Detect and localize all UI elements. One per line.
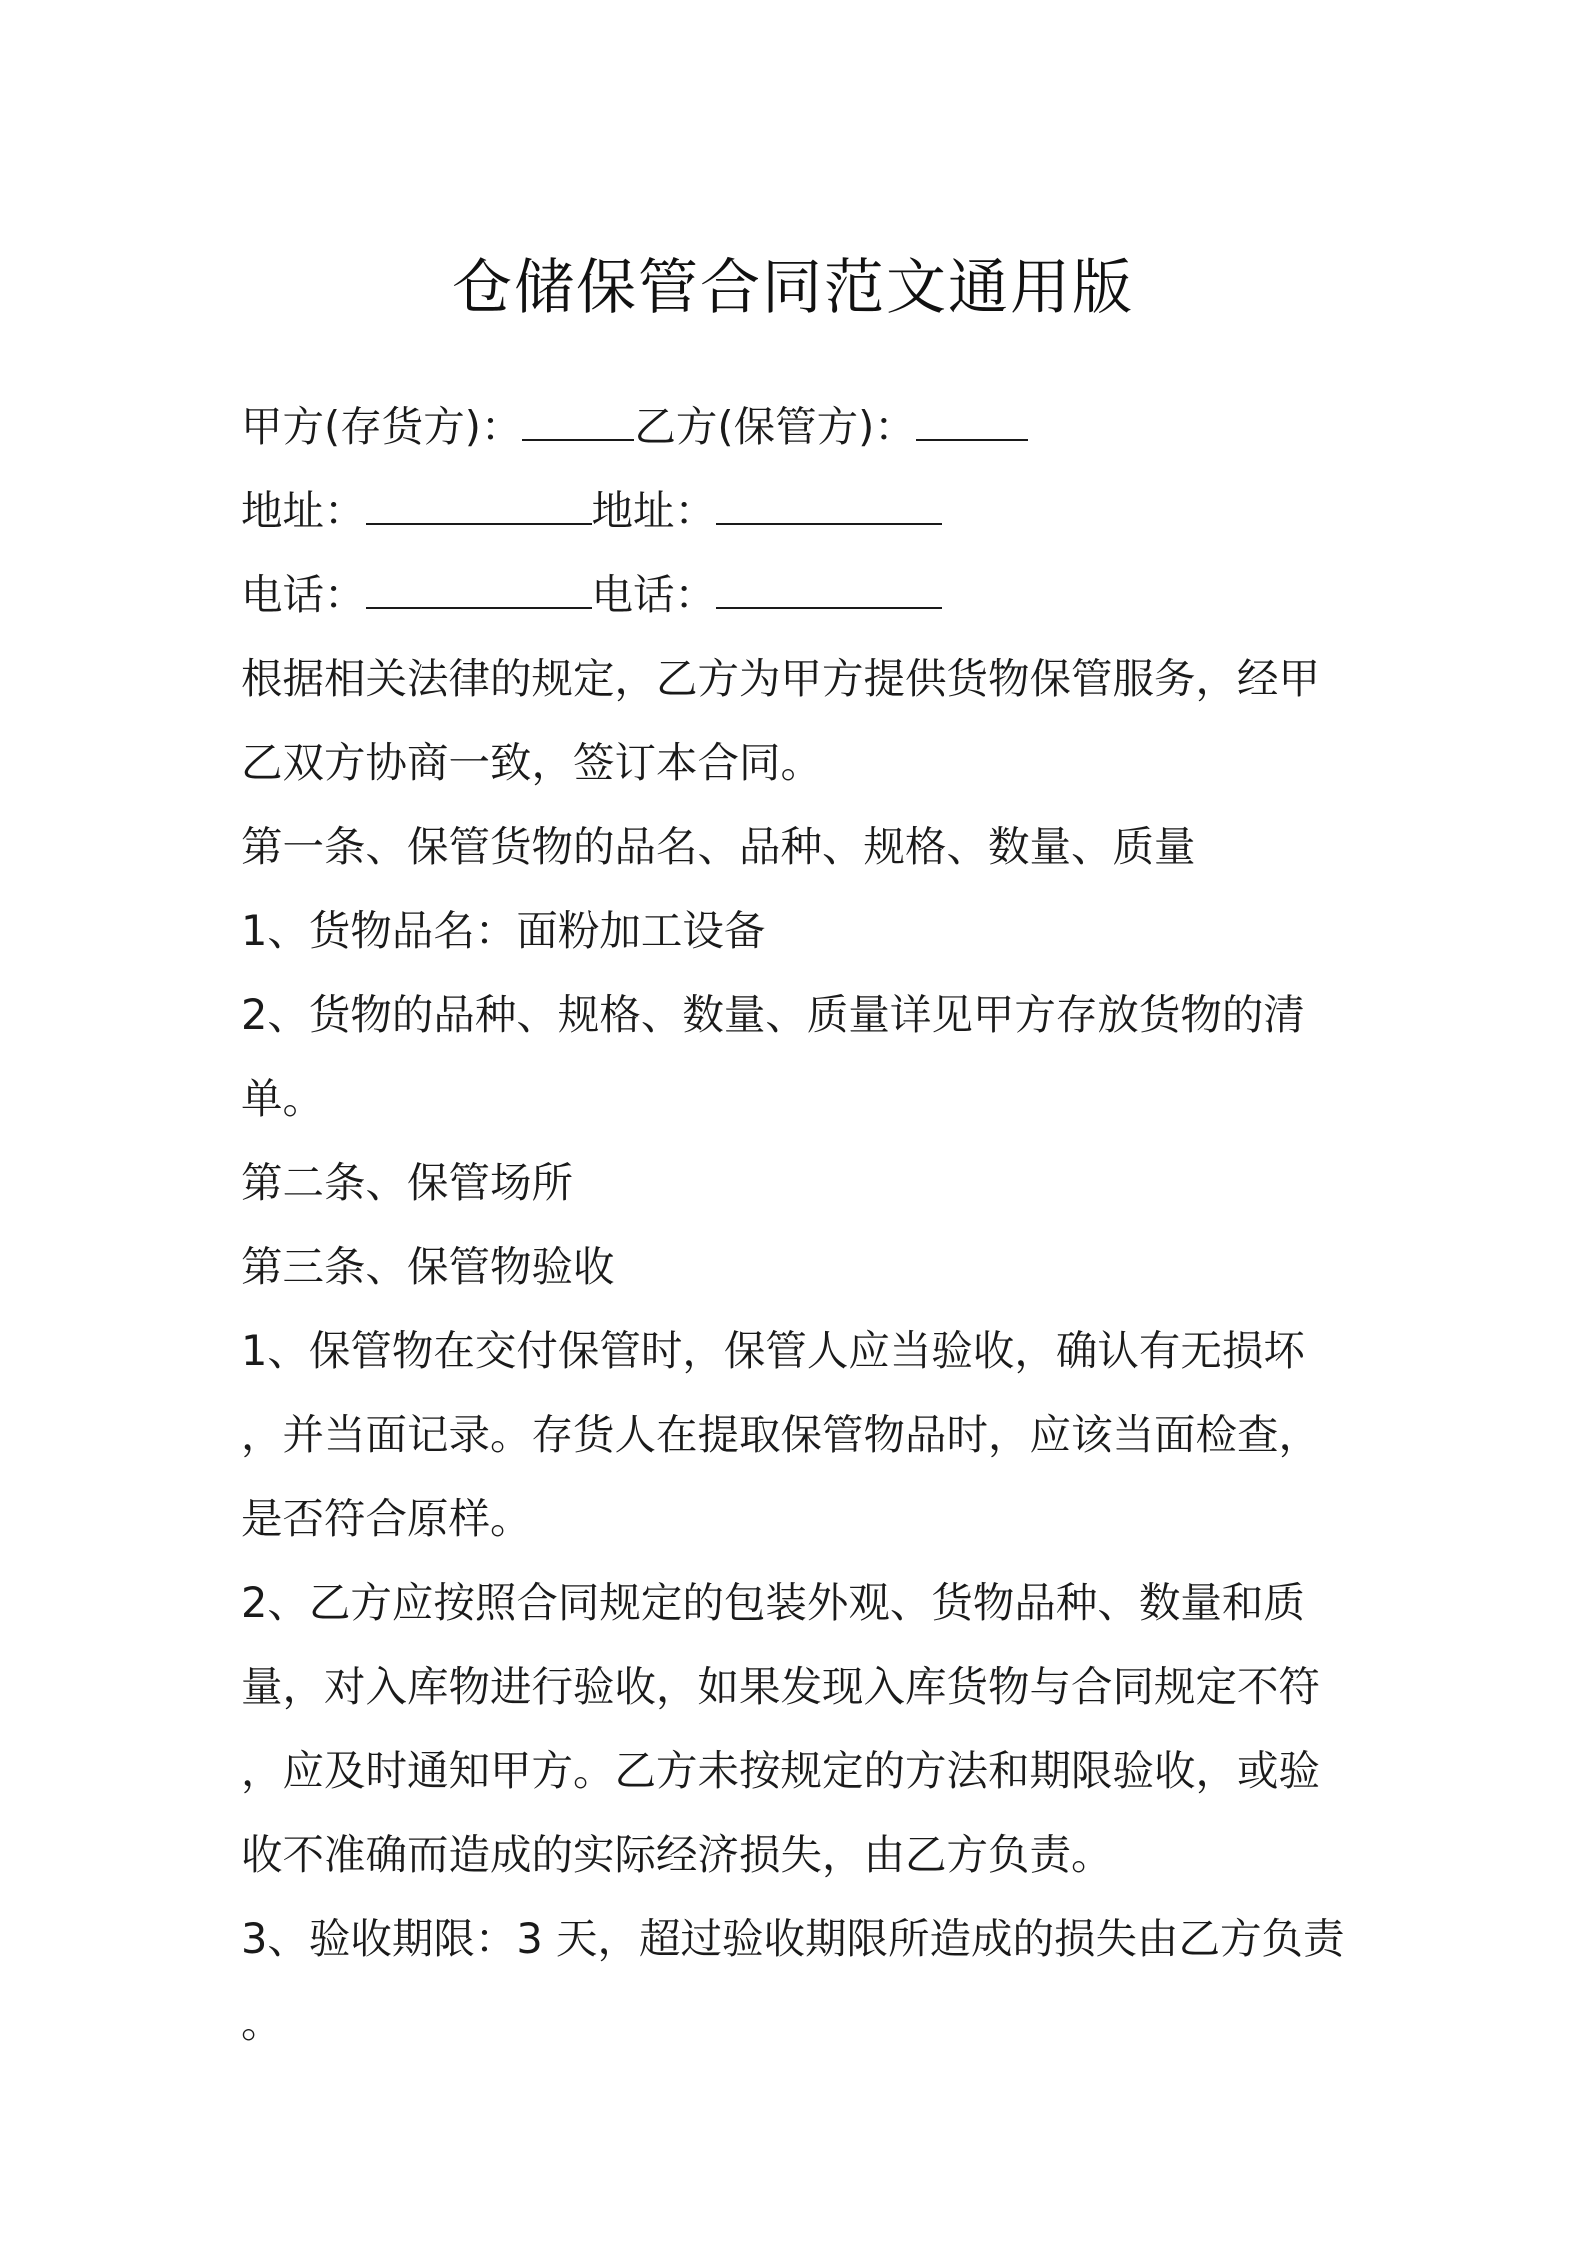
paragraph-line: 2、货物的品种、规格、数量、质量详见甲方存放货物的清 bbox=[241, 990, 1305, 1039]
paragraph-line: 是否符合原样。 bbox=[241, 1494, 532, 1543]
paragraph-line: 。 bbox=[241, 1998, 283, 2047]
phone-b-label: 电话： bbox=[591, 570, 717, 619]
address-a-label: 地址： bbox=[241, 486, 366, 535]
parties-line bbox=[241, 385, 1361, 469]
phone-b-blank bbox=[716, 567, 942, 609]
phone-a-blank bbox=[366, 567, 592, 609]
paragraph-line: 收不准确而造成的实际经济损失，由乙方负责。 bbox=[241, 1830, 1113, 1879]
address-b-blank bbox=[716, 483, 942, 525]
paragraph-line: 2、乙方应按照合同规定的包装外观、货物品种、数量和质 bbox=[241, 1578, 1305, 1627]
article-heading: 第三条、保管物验收 bbox=[241, 1242, 615, 1291]
paragraph-line: ，应及时通知甲方。乙方未按规定的方法和期限验收，或验 bbox=[241, 1746, 1321, 1795]
paragraph-line: 乙双方协商一致，签订本合同。 bbox=[241, 738, 823, 787]
paragraph-line: 3、验收期限：3 天，超过验收期限所造成的损失由乙方负责 bbox=[241, 1914, 1345, 1963]
article-heading: 第一条、保管货物的品名、品种、规格、数量、质量 bbox=[241, 822, 1196, 871]
paragraph-line: 根据相关法律的规定，乙方为甲方提供货物保管服务，经甲 bbox=[241, 654, 1321, 703]
article-heading: 第二条、保管场所 bbox=[241, 1158, 574, 1207]
phone-line bbox=[241, 553, 1361, 637]
phone-a-label: 电话： bbox=[241, 570, 366, 619]
paragraph-line: ，并当面记录。存货人在提取保管物品时，应该当面检查， bbox=[241, 1410, 1321, 1459]
party-b-label: 乙方(保管方)： bbox=[634, 402, 916, 451]
paragraph-line: 单。 bbox=[241, 1074, 325, 1123]
party-a-label: 甲方(存货方)： bbox=[241, 402, 523, 451]
party-b-blank bbox=[916, 399, 1028, 441]
address-a-blank bbox=[366, 483, 592, 525]
document-title: 仓储保管合同范文通用版 bbox=[452, 253, 1134, 323]
document-body bbox=[241, 385, 1361, 2065]
address-b-label: 地址： bbox=[591, 486, 717, 535]
address-line bbox=[241, 469, 1361, 553]
paragraph-line: 量，对入库物进行验收，如果发现入库货物与合同规定不符 bbox=[241, 1662, 1321, 1711]
paragraph-line: 1、货物品名：面粉加工设备 bbox=[241, 906, 766, 955]
paragraph-line: 1、保管物在交付保管时，保管人应当验收，确认有无损坏 bbox=[241, 1326, 1305, 1375]
party-a-blank bbox=[522, 399, 634, 441]
